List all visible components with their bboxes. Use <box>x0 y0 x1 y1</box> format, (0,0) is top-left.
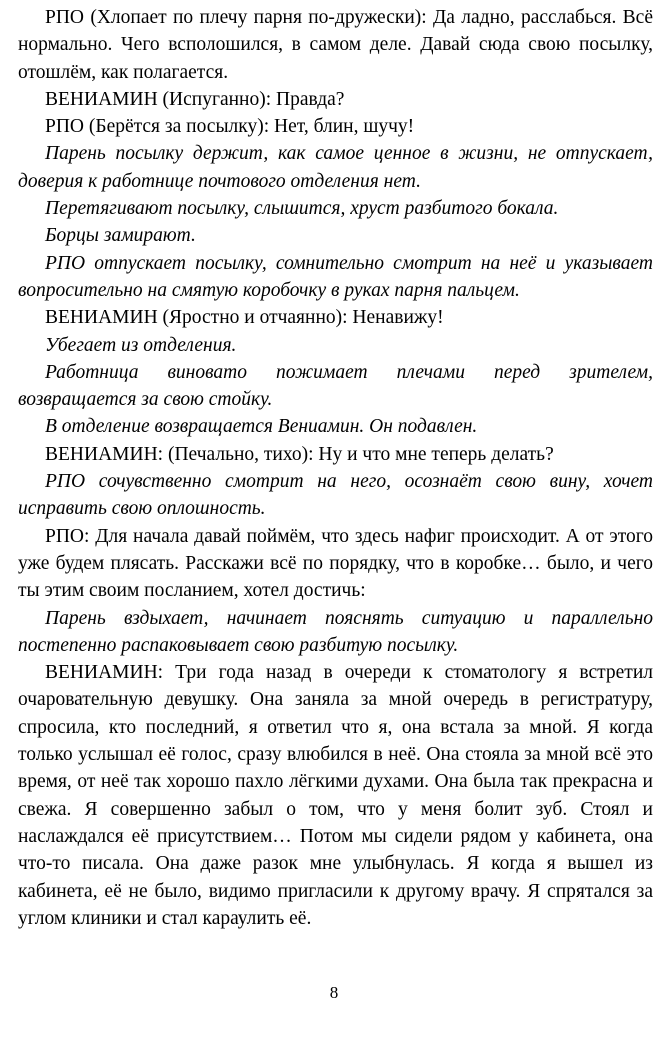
stage-direction: Парень посылку держит, как самое ценное в жизни, не отпускает, доверия к работнице почтового отделения нет. <box>18 143 653 192</box>
stage-direction: Убегает из отделения. <box>45 334 237 356</box>
dialogue-paragraph: ВЕНИАМИН (Испуганно): Правда? <box>45 88 345 110</box>
dialogue-paragraph: ВЕНИАМИН: (Печально, тихо): Ну и что мне теперь делать? <box>45 443 554 465</box>
stage-direction: Парень вздыхает, начинает пояснять ситуацию и параллельно постепенно распаковывает свою разбитую посылку. <box>18 607 653 656</box>
stage-direction: В отделение возвращается Вениамин. Он подавлен. <box>45 416 478 438</box>
stage-direction: РПО сочувственно смотрит на него, осознаёт свою вину, хочет исправить свою оплошность. <box>18 471 653 520</box>
stage-direction: Перетягивают посылку, слышится, хруст разбитого бокала. <box>45 198 559 220</box>
stage-direction: РПО отпускает посылку, сомнительно смотрит на неё и указывает вопросительно на смятую коробочку в руках парня пальцем. <box>18 252 653 301</box>
dialogue-paragraph: РПО (Берётся за посылку): Нет, блин, шучу! <box>45 116 415 138</box>
dialogue-paragraph: РПО: Для начала давай поймём, что здесь нафиг происходит. А от этого уже будем плясать. Расскажи всё по порядку, что в коробке… было, и чего ты этим своим посланием, хотел достичь: <box>18 525 653 602</box>
page-number: 8 <box>329 983 339 1002</box>
stage-direction: Борцы замирают. <box>45 225 196 247</box>
dialogue-paragraph: ВЕНИАМИН (Яростно и отчаянно): Ненавижу! <box>45 307 444 329</box>
dialogue-paragraph: ВЕНИАМИН: Три года назад в очереди к стоматологу я встретил очаровательную девушку. Она заняла за мной очередь в регистратуру, спросила, кто последний, я ответил что я, она встала за мной. Я когда только услышал её голос, сразу влюбился в неё. Она стояла за мной всё это время, от неё так хорошо пахло лёгкими духами. Она была так прекрасна и свежа. Я совершенно забыл о том, что у меня болит зуб. Стоял и наслаждался её присутствием… Потом мы сидели рядом у кабинета, она что-то писала. Она даже разок мне улыбнулась. Я когда я вышел из кабинета, её не было, видимо пригласили к другому врачу. Я спрятался за углом клиники и стал караулить её. <box>18 662 653 929</box>
stage-direction: Работница виновато пожимает плечами перед зрителем, возвращается за свою стойку. <box>18 361 653 411</box>
page-body <box>18 4 653 932</box>
dialogue-paragraph: РПО (Хлопает по плечу парня по-дружески): Да ладно, расслабься. Всё нормально. Чего всполошился, в самом деле. Давай сюда свою посылку, отошлём, как полагается. <box>18 7 653 83</box>
